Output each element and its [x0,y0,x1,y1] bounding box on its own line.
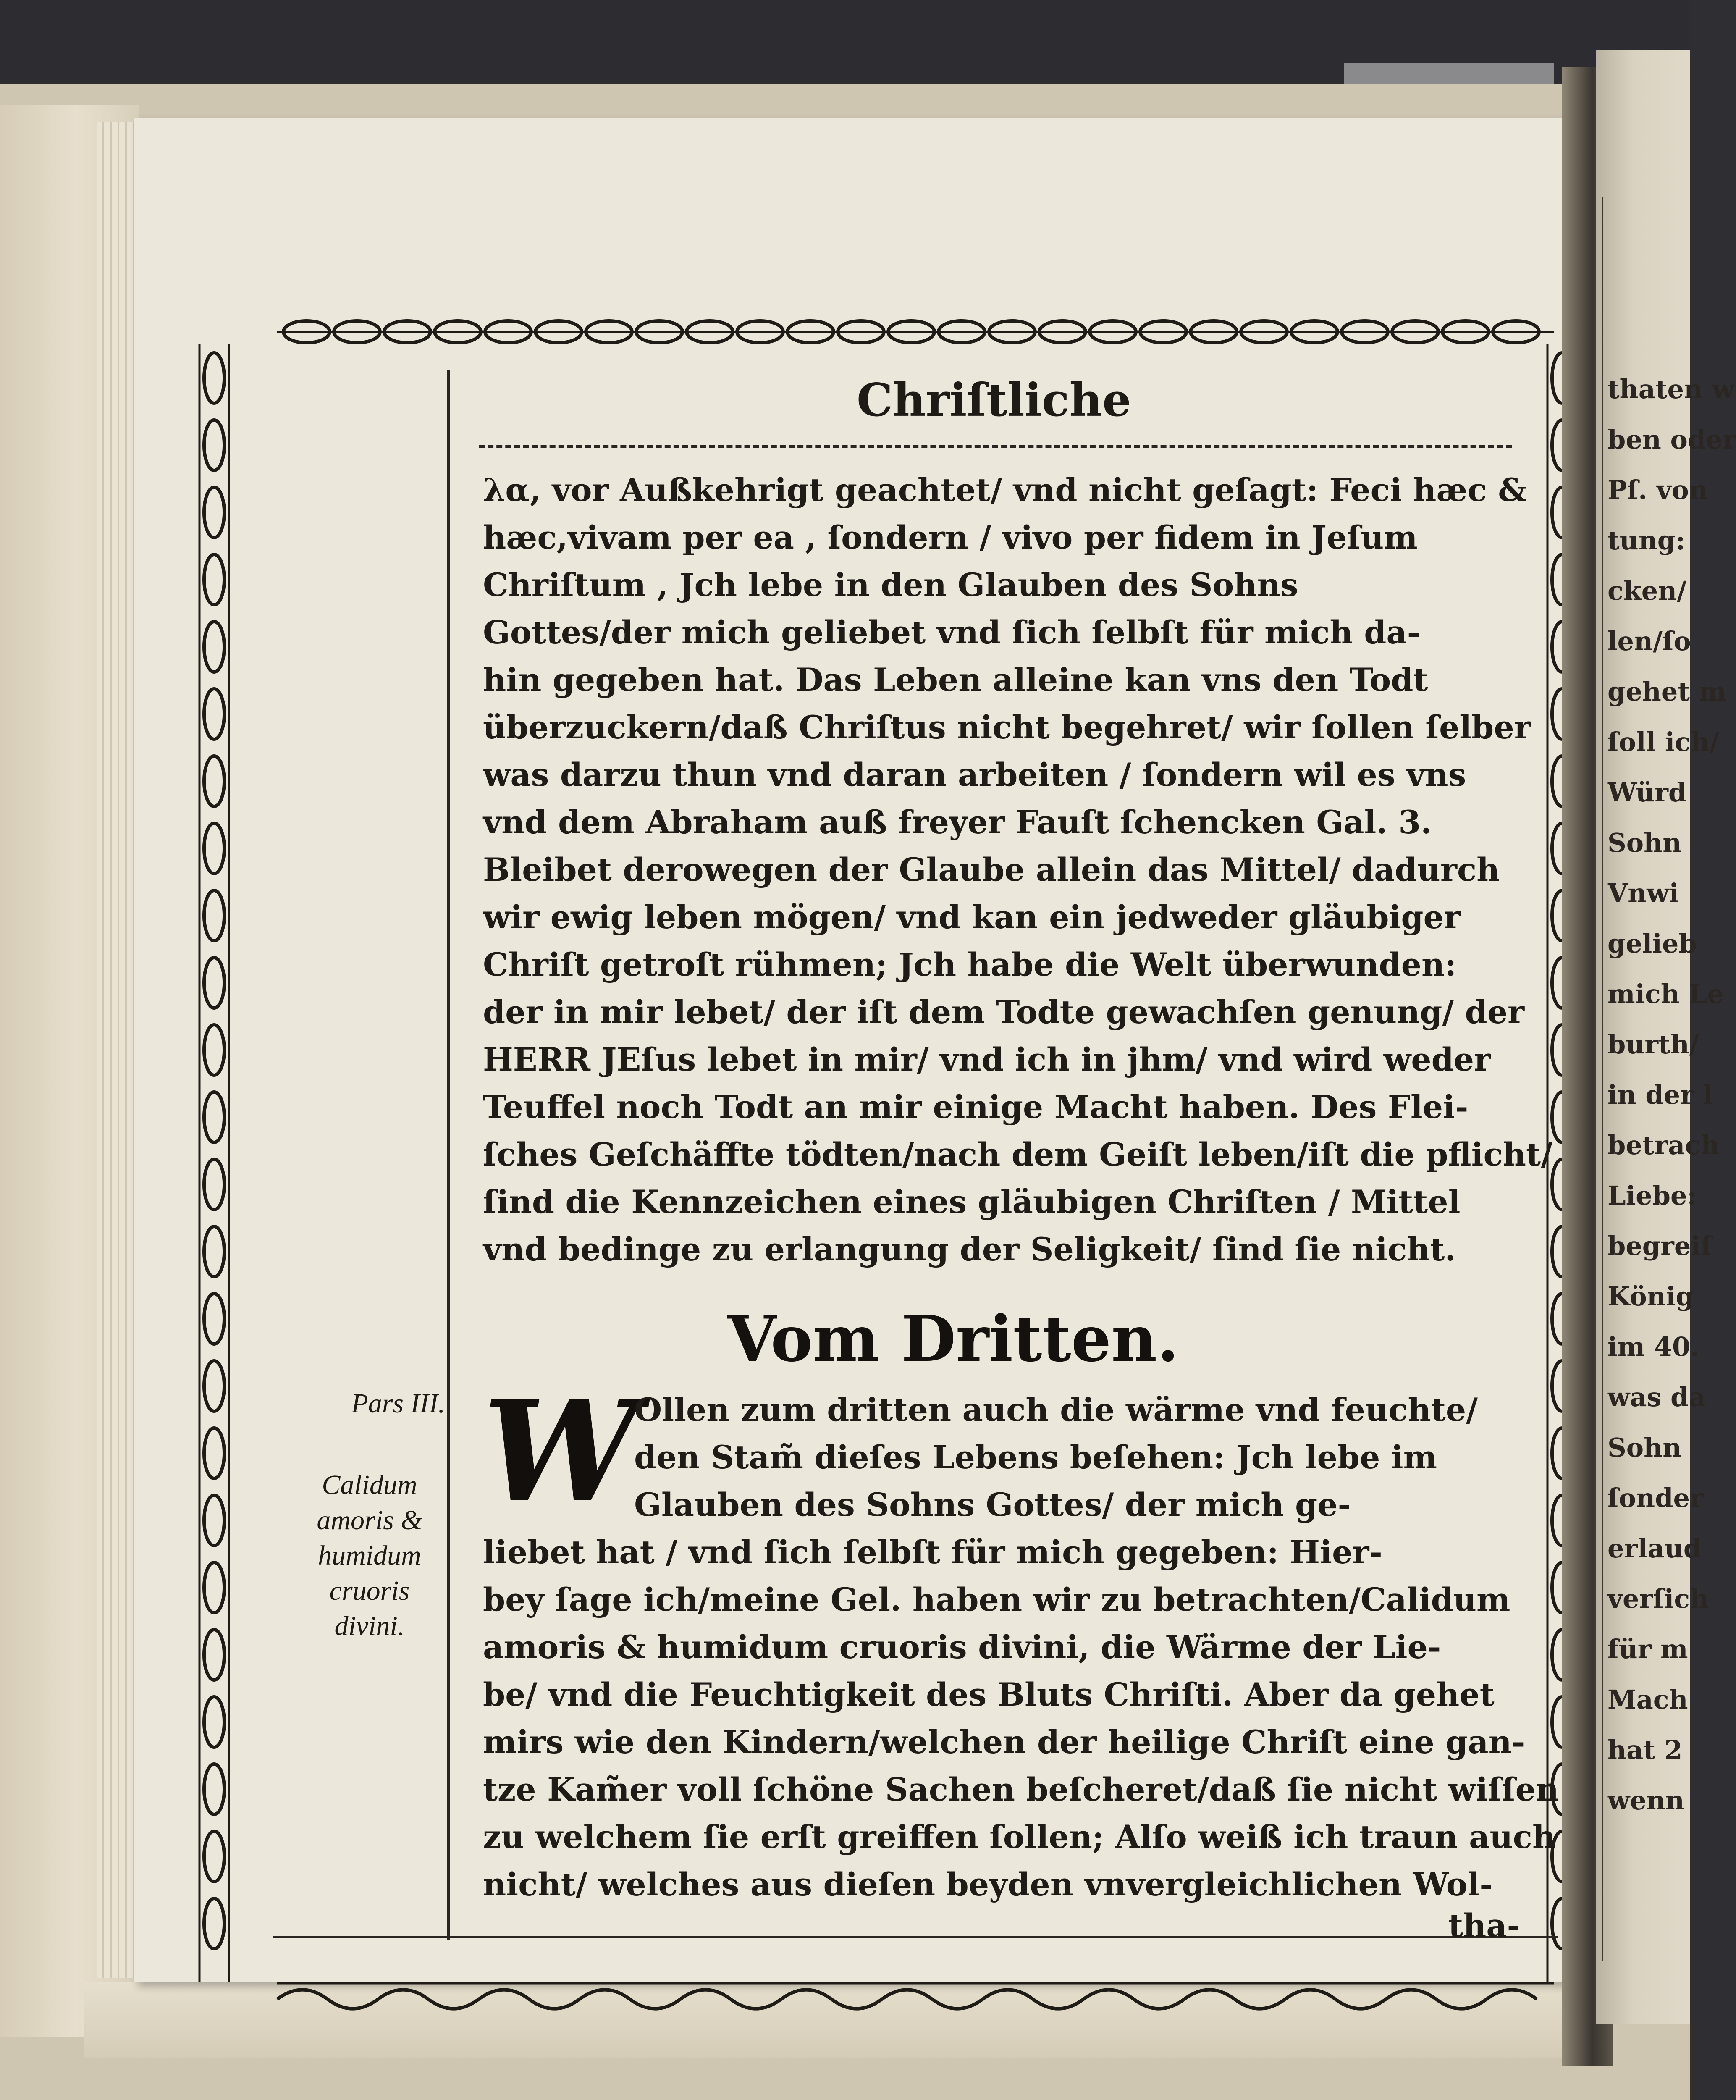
text-line: zu welchem ſie erſt greiffen ſollen; Alſo weiß ich traun auch [483,1818,1556,1856]
text-line: hæc,vivam per ea , ſondern / vivo per fidem in Jeſum [483,519,1418,556]
ornament-border-bottom [277,1978,1554,2020]
facing-page-line: was da [1608,1382,1706,1412]
facing-page-line: Mach [1608,1684,1688,1715]
marginal-note-title: Pars III. [351,1388,445,1419]
facing-page-line: hat 2 [1608,1735,1683,1765]
facing-page-line: begreiſ [1608,1231,1712,1261]
text-line: vnd bedinge zu erlangung der Seligkeit/ ſind ſie nicht. [483,1231,1456,1268]
facing-page-line: len/ſo [1608,626,1691,656]
text-line: tze Kam̃er voll ſchöne Sachen beſcheret/daß ſie nicht wiſſen [483,1771,1559,1808]
body-text-upper [483,466,1552,1273]
facing-page-line: betrach [1608,1130,1720,1160]
facing-page-line: Liebe: [1608,1180,1697,1211]
facing-page-line: thaten w [1608,374,1735,404]
facing-page-line: für m [1608,1634,1688,1664]
text-line: λα, vor Außkehrigt geachtet/ vnd nicht geſagt: Feci hæc & [483,471,1527,509]
facing-page-line: ſonder [1608,1483,1704,1513]
drop-cap: W [483,1370,639,1533]
facing-page [1596,50,1736,2024]
facing-page-line: König [1608,1281,1694,1312]
text-line: Gottes/der mich geliebet vnd ſich ſelbſt für mich da- [483,614,1421,651]
text-line: vnd dem Abraham auß freyer Fauſt ſchencken Gal. 3. [483,803,1432,841]
facing-page-line: gehet m [1608,676,1727,707]
facing-page-line: Sohn [1608,1432,1682,1463]
facing-page-line: gelieb [1608,928,1697,959]
facing-page-line: erlaud [1608,1533,1702,1564]
facing-page-line: cken/ [1608,575,1686,606]
text-line: ſind die Kennzeichen eines gläubigen Chriſten / Mittel [483,1183,1461,1221]
facing-page-line: burth/ [1608,1029,1699,1060]
running-head-rule [479,445,1512,452]
text-line: Bleibet derowegen der Glaube allein das Mittel/ dadurch [483,851,1500,888]
ornament-border-left [191,344,237,1982]
facing-page-line: im 40. [1608,1331,1699,1362]
facing-page-line: in der l [1608,1079,1713,1110]
facing-page-line: ſoll ich/ [1608,727,1719,757]
text-line: was darzu thun vnd daran arbeiten / ſondern wil es vns [483,756,1466,793]
section-heading: Vom Dritten. [727,1302,1179,1376]
facing-page-line: Sohn [1608,827,1682,858]
marginal-note-line: amoris & [317,1505,422,1536]
facing-page-line: ben oder [1608,424,1736,455]
text-line: den Stam̃ dieſes Lebens beſehen: Jch lebe im [634,1438,1437,1476]
text-line: mirs wie den Kindern/welchen der heilige Chriſt eine gan- [483,1723,1525,1761]
text-line: amoris & humidum cruoris divini, die Wärme der Lie- [483,1628,1441,1666]
running-head: Chriſtliche [857,374,1131,427]
text-line: Chriſtum , Jch lebe in den Glauben des Sohns [483,566,1298,604]
left-page [134,118,1596,1982]
text-line: bey ſage ich/meine Gel. haben wir zu betrachten/Calidum [483,1581,1510,1618]
ornament-border-top [277,311,1554,353]
text-line: liebet hat / vnd ſich ſelbſt für mich gegeben: Hier- [483,1533,1382,1571]
facing-page-line: mich Le [1608,979,1724,1009]
text-line: ſches Geſchäffte tödten/nach dem Geiſt leben/iſt die pflicht/ [483,1136,1552,1173]
text-line: Glauben des Sohns Gottes/ der mich ge- [634,1486,1351,1523]
text-line: HERR JEſus lebet in mir/ vnd ich in jhm/ vnd wird weder [483,1041,1491,1078]
facing-page-line: Pſ. von [1608,475,1708,505]
facing-page-line: verſich [1608,1583,1709,1614]
facing-page-line: wenn [1608,1785,1684,1816]
text-line: nicht/ welches aus dieſen beyden vnvergleichlichen Wol- [483,1866,1493,1903]
marginal-note-line: Calidum [322,1470,417,1500]
text-line: be/ vnd die Feuchtigkeit des Bluts Chriſti. Aber da gehet [483,1676,1495,1713]
text-line: Chriſt getroſt rühmen; Jch habe die Welt überwunden: [483,946,1457,983]
margin-column-rule [447,370,450,1940]
facing-page-line: Würd [1608,777,1687,808]
text-line: Ollen zum dritten auch die wärme vnd feuchte/ [634,1391,1478,1428]
marginal-note-line: humidum [318,1540,421,1571]
marginal-note [290,1386,449,1644]
catchword: tha- [1448,1907,1520,1944]
body-text-lower [483,1386,1559,1908]
facing-page-line: Vnwi [1608,878,1679,908]
text-line: wir ewig leben mögen/ vnd kan ein jedweder gläubiger [483,898,1461,936]
marginal-note-line: cruoris [329,1575,410,1606]
marginal-note-line: divini. [334,1611,405,1641]
text-line: hin gegeben hat. Das Leben alleine kan vns den Todt [483,661,1428,698]
facing-page-border [1602,197,1604,1961]
text-line: überzuckern/daß Chriſtus nicht begehret/ wir ſollen ſelber [483,709,1531,746]
facing-page-line: tung: [1608,525,1686,556]
text-line: der in mir lebet/ der iſt dem Todte gewachſen genung/ der [483,993,1525,1031]
text-line: Teuffel noch Todt an mir einige Macht haben. Des Flei- [483,1088,1469,1126]
bottom-rule [273,1936,1558,1938]
